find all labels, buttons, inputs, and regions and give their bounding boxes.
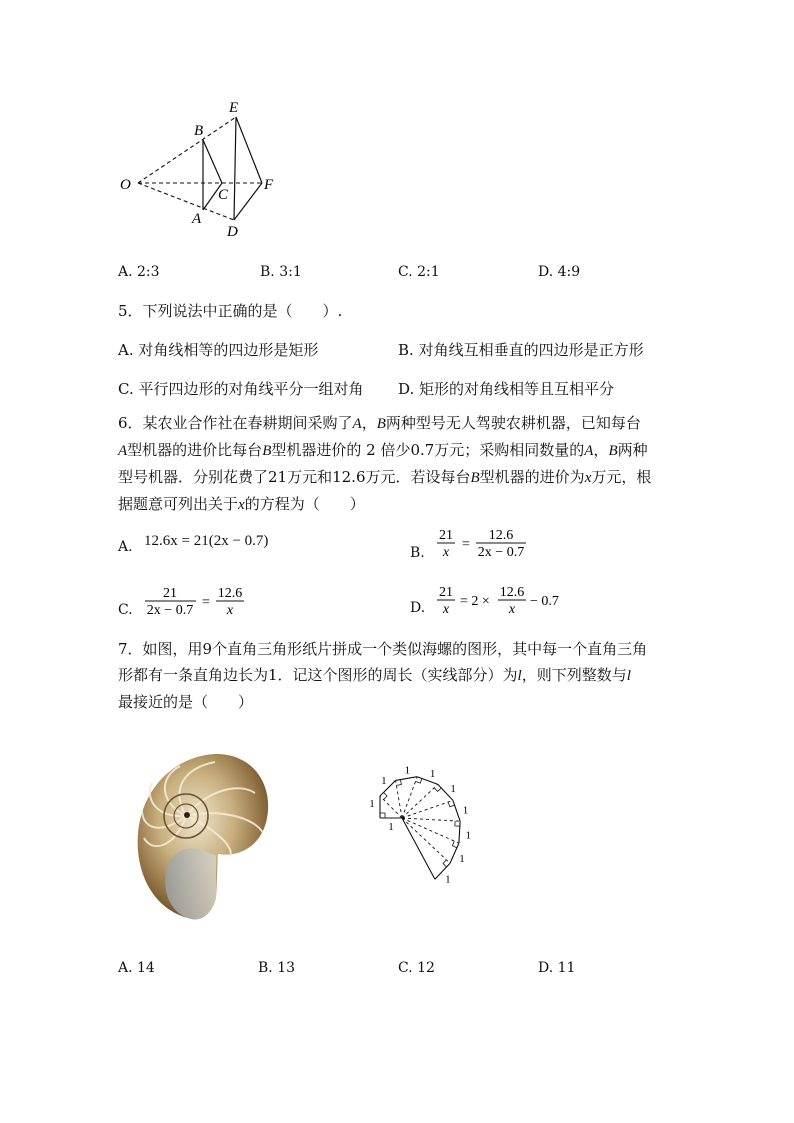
frac-den: x bbox=[508, 602, 516, 617]
label-A: A bbox=[192, 211, 202, 227]
frac-num: 12.6 bbox=[499, 585, 525, 600]
q6-option-d-equation bbox=[432, 583, 572, 619]
spiral-dashed-radius bbox=[402, 818, 450, 863]
frac-den: x bbox=[226, 603, 234, 618]
q6-line-2: A型机器的进价比每台B型机器进价的 2 倍少0.7万元；采购相同数量的A，B两种 bbox=[118, 441, 648, 459]
right-angle-mark bbox=[452, 841, 457, 848]
q5-stem: 5．下列说法中正确的是（ ）. bbox=[118, 302, 343, 320]
label-O: O bbox=[120, 177, 131, 193]
q7-option-a[interactable]: A. 14 bbox=[118, 960, 155, 976]
edge-D-F bbox=[234, 183, 262, 220]
edge-length-label: 1 bbox=[388, 821, 394, 833]
frac-den: x bbox=[442, 545, 450, 560]
right-angle-mark bbox=[455, 821, 460, 826]
label-F: F bbox=[264, 177, 274, 193]
edge-length-label: 1 bbox=[381, 775, 387, 788]
spiral-unit-edge bbox=[450, 843, 459, 863]
spiral-dashed-radius bbox=[402, 818, 459, 843]
frac-den: 2x − 0.7 bbox=[477, 545, 525, 560]
q7-option-b[interactable]: B. 13 bbox=[258, 960, 296, 976]
edge-length-label: 1 bbox=[459, 853, 465, 866]
q5-option-d[interactable]: D. 矩形的对角线相等且互相平分 bbox=[398, 380, 615, 398]
spiral-unit-edge bbox=[453, 800, 460, 821]
equals-sign: = bbox=[202, 595, 210, 610]
q6-line-4: 据题意可列出关于x的方程为（ ） bbox=[118, 495, 365, 513]
frac-den: 2x − 0.7 bbox=[146, 603, 194, 618]
right-angle-mark bbox=[380, 813, 385, 818]
q6-option-a-equation: 12.6x = 21(2x − 0.7) bbox=[144, 533, 269, 549]
q4-option-c[interactable]: C. 2:1 bbox=[398, 264, 440, 280]
right-angle-mark bbox=[443, 860, 447, 867]
edge-length-label: 1 bbox=[404, 764, 411, 777]
q6-line-3: 型号机器．分别花费了21万元和12.6万元．若设每台B型机器的进价为x万元，根 bbox=[118, 468, 652, 486]
edge-length-label: 1 bbox=[429, 768, 436, 781]
q6-option-b-equation bbox=[432, 526, 542, 562]
q4-option-a[interactable]: A. 2:3 bbox=[118, 264, 160, 280]
q7-line-2: 形都有一条直角边长为1．记这个图形的周长（实线部分）为l，则下列整数与l bbox=[118, 666, 631, 684]
label-E: E bbox=[229, 100, 239, 116]
nautilus-shell-image bbox=[130, 748, 275, 928]
edge-length-label: 1 bbox=[465, 829, 472, 842]
q7-line-1: 7．如图，用9个直角三角形纸片拼成一个类似海螺的图形，其中每一个直角三角 bbox=[118, 640, 648, 658]
spiral-unit-edge bbox=[396, 777, 418, 781]
q7-stem bbox=[118, 636, 678, 715]
edge-length-label: 1 bbox=[462, 804, 469, 817]
edge-B-C bbox=[203, 140, 222, 183]
q4-option-b[interactable]: B. 3:1 bbox=[260, 264, 302, 280]
q6-option-d[interactable]: D. bbox=[410, 600, 426, 616]
edge-length-label: 1 bbox=[445, 873, 451, 886]
spiral-dashed-radius bbox=[402, 800, 453, 818]
frac-den: x bbox=[442, 602, 450, 617]
q7-line-3: 最接近的是（ ） bbox=[118, 693, 254, 711]
spiral-final-hypotenuse bbox=[402, 818, 435, 879]
q6-option-c-equation bbox=[140, 584, 250, 620]
spiral-unit-edge bbox=[459, 821, 460, 843]
q6-option-c[interactable]: C. bbox=[118, 602, 133, 618]
frac-num: 21 bbox=[439, 528, 453, 543]
frac-num: 21 bbox=[439, 585, 453, 600]
right-angle-mark bbox=[384, 792, 388, 799]
q7-option-c[interactable]: C. 12 bbox=[398, 960, 435, 976]
edge-E-D bbox=[234, 117, 236, 220]
spiral-triangle-figure[interactable] bbox=[340, 728, 520, 943]
equals-sign: = bbox=[462, 537, 470, 552]
label-C: C bbox=[218, 187, 229, 203]
right-angle-mark bbox=[416, 778, 422, 783]
minus-term: − 0.7 bbox=[530, 594, 559, 609]
q6-stem bbox=[118, 410, 678, 518]
frac-num: 12.6 bbox=[217, 586, 243, 601]
q5-option-b[interactable]: B. 对角线互相垂直的四边形是正方形 bbox=[398, 341, 644, 359]
label-B: B bbox=[194, 123, 204, 139]
q6-line-1: 6．某农业合作社在春耕期间采购了A，B两种型号无人驾驶农耕机器，已知每台 bbox=[118, 414, 641, 432]
label-D: D bbox=[227, 224, 238, 240]
right-angle-mark bbox=[434, 788, 441, 792]
q6-option-b[interactable]: B. bbox=[410, 545, 425, 561]
dash-O-E bbox=[138, 117, 236, 183]
q7-option-d[interactable]: D. 11 bbox=[538, 960, 576, 976]
q4-option-d[interactable]: D. 4:9 bbox=[538, 264, 581, 280]
spiral-dashed-radius bbox=[402, 818, 460, 821]
pyramid-figure bbox=[110, 95, 290, 245]
edge-length-label: 1 bbox=[450, 782, 456, 795]
q6-option-a[interactable]: A. bbox=[118, 539, 133, 555]
spiral-dashed-radius bbox=[402, 777, 417, 818]
edge-length-label: 1 bbox=[369, 797, 375, 810]
spiral-dashed-radius bbox=[402, 784, 438, 818]
edge-E-F bbox=[236, 117, 262, 183]
frac-num: 21 bbox=[163, 586, 177, 601]
equals-times: = 2 × bbox=[460, 594, 490, 609]
q5-option-c[interactable]: C. 平行四边形的对角线平分一组对角 bbox=[118, 380, 364, 398]
q5-option-a[interactable]: A. 对角线相等的四边形是矩形 bbox=[118, 341, 319, 359]
frac-num: 12.6 bbox=[488, 528, 514, 543]
